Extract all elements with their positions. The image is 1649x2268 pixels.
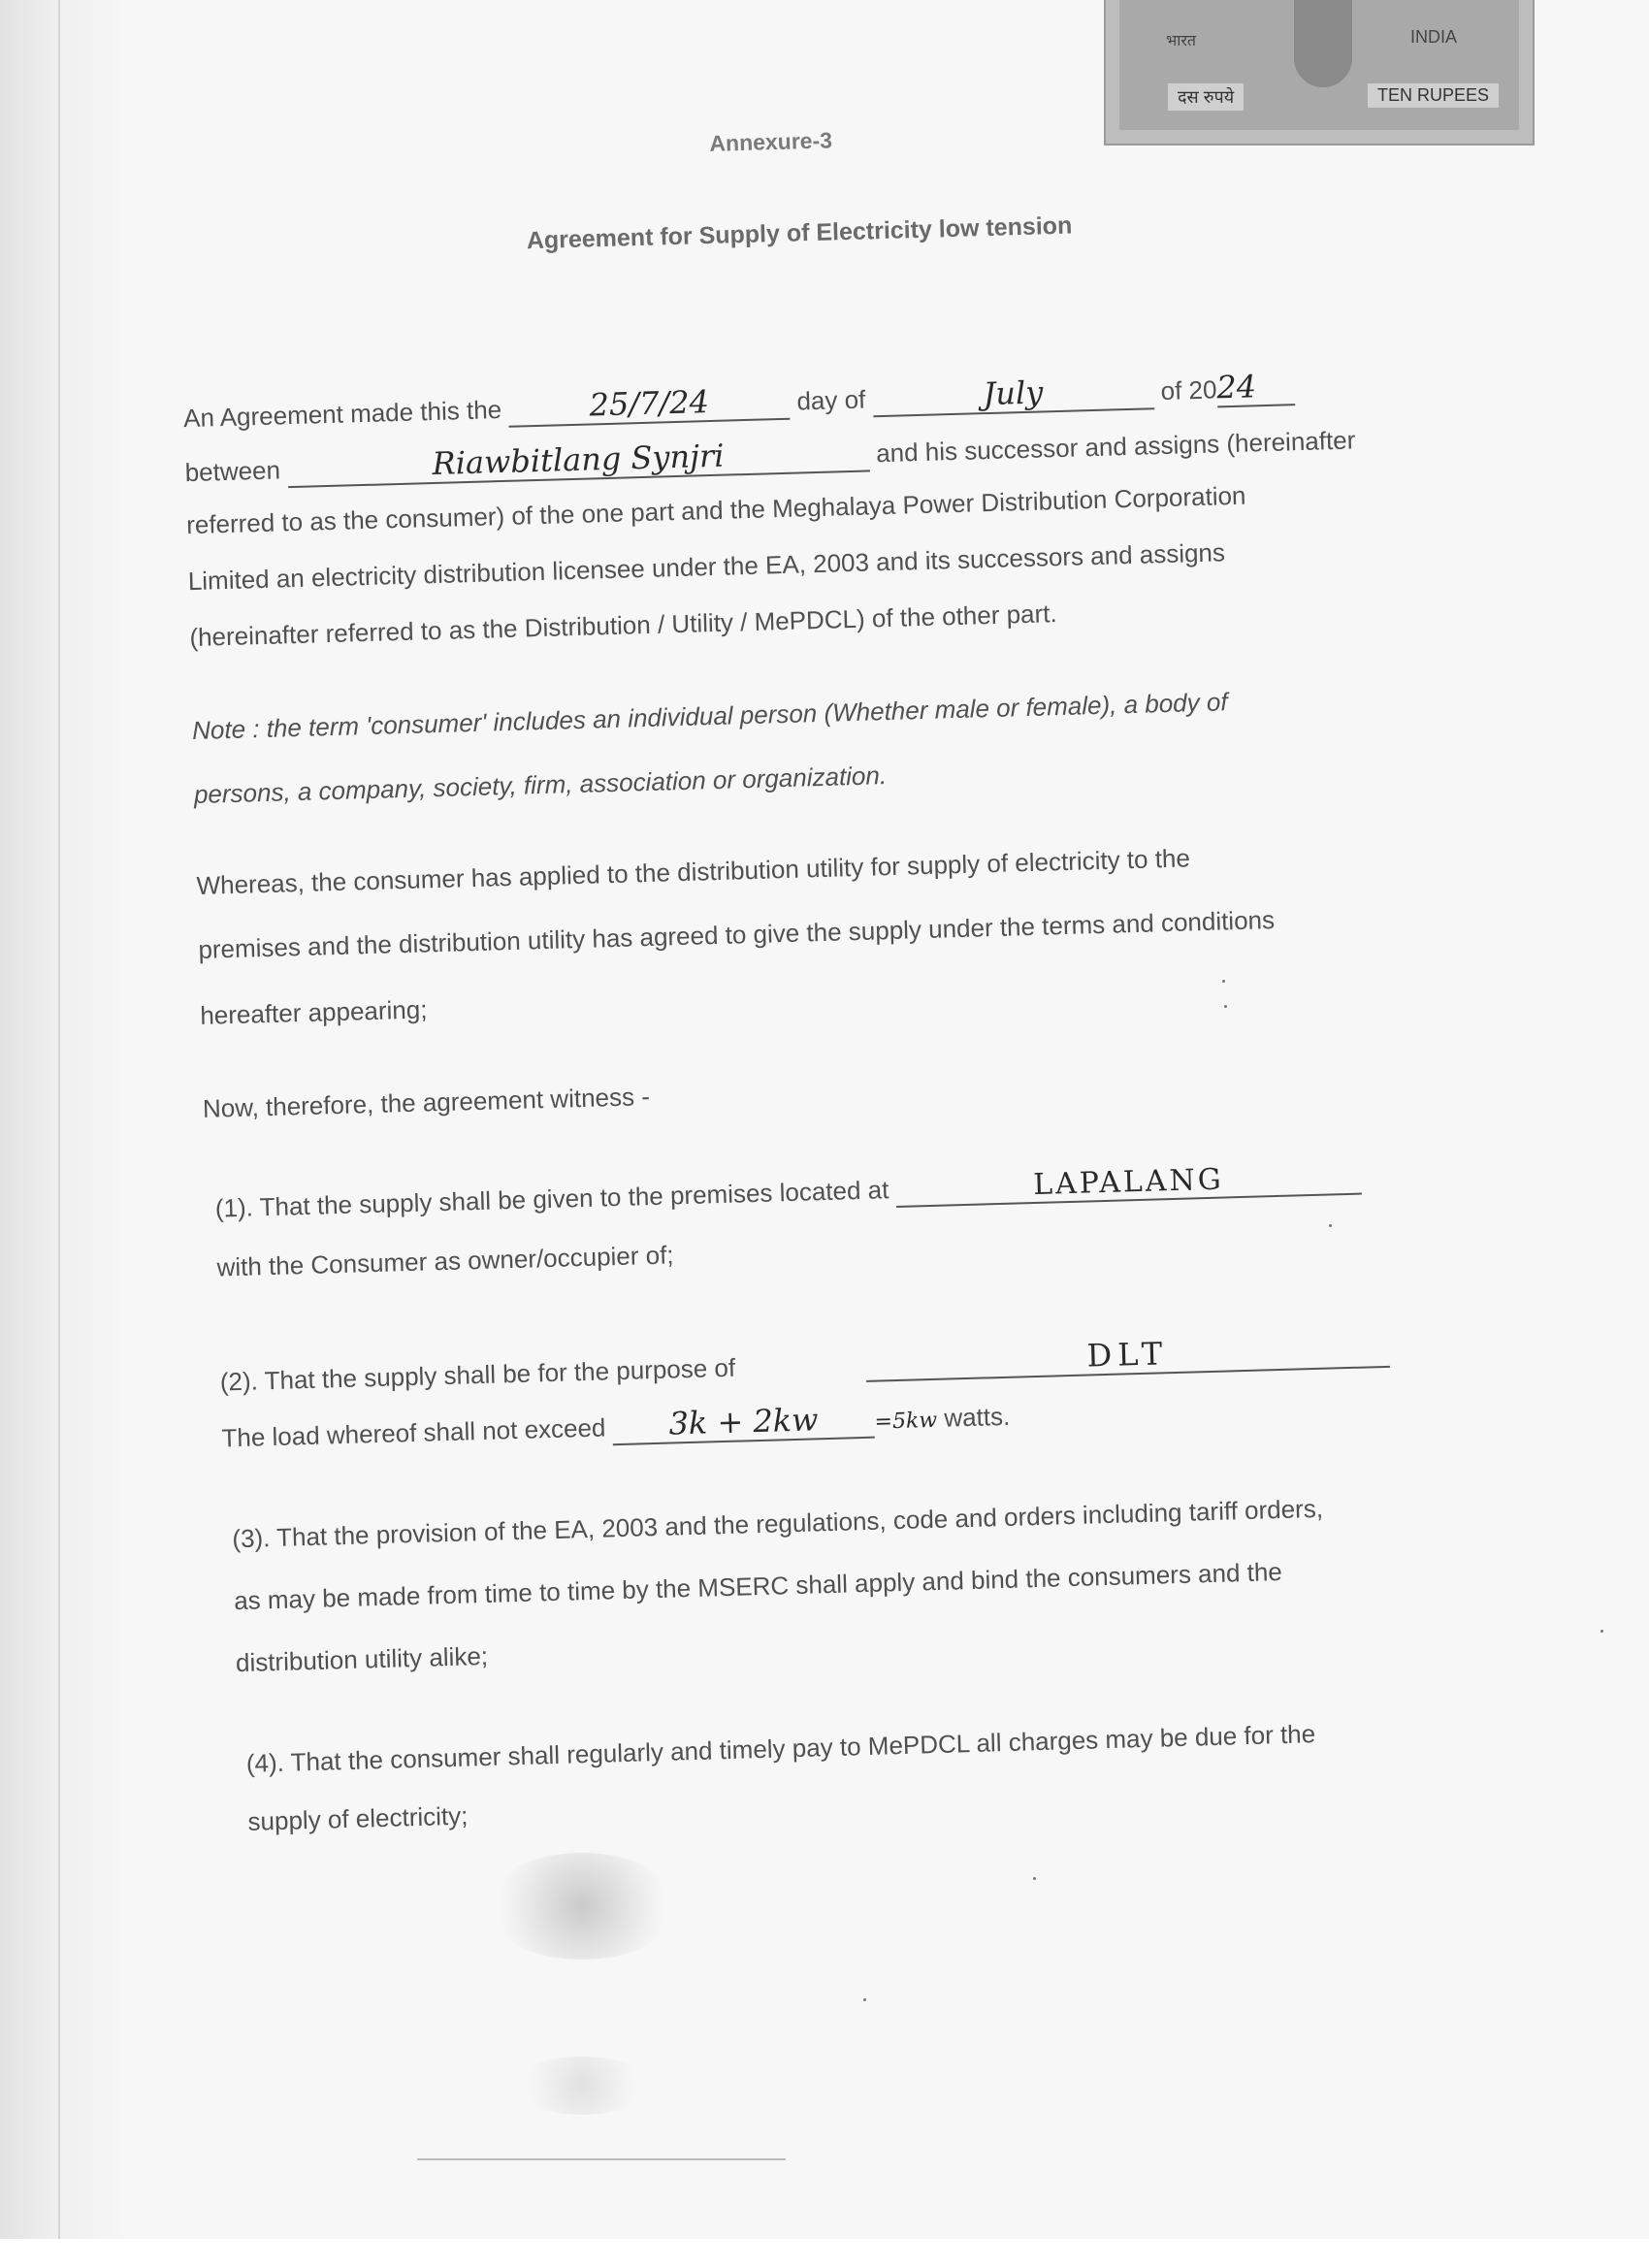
note-line-2: persons, a company, society, firm, association or organization. (193, 761, 888, 810)
scan-speck (1033, 1877, 1036, 1880)
intro-text-c: of 20 (1160, 374, 1217, 406)
scan-smudge (514, 2057, 650, 2115)
clause3-line-1: (3). That the provision of the EA, 2003 and the regulations, code and orders including tariff orders, (231, 1493, 1324, 1554)
scan-speck (1600, 1630, 1603, 1633)
stamp-label-india: INDIA (1410, 27, 1458, 47)
whereas-line-1: Whereas, the consumer has applied to the distribution utility for supply of electricity to the (196, 843, 1191, 900)
clause1-text: (1). That the supply shall be given to the premises located at (214, 1175, 889, 1223)
intro-between: between (184, 455, 281, 488)
stamp-label-hindi: दस रुपये (1168, 83, 1244, 111)
date-handwritten: 25/7/24 (589, 383, 710, 424)
clause4-line-2: supply of electricity; (247, 1800, 469, 1836)
intro-line-3: referred to as the consumer) of the one part and the Meghalaya Power Distribution Corporation (185, 480, 1246, 540)
clause1-line-1 (214, 1159, 1361, 1227)
clause3-line-3: distribution utility alike; (235, 1640, 489, 1678)
purpose-handwritten: DLT (1085, 1335, 1169, 1375)
load-handwritten: 3k + 2kw (667, 1401, 820, 1442)
scan-speck (1222, 980, 1225, 983)
clause2-text: (2). That the supply shall be for the purpose of (219, 1352, 736, 1397)
month-field (872, 371, 1154, 417)
scan-speck (863, 1998, 866, 2001)
purpose-field (865, 1329, 1390, 1382)
whereas-line-2: premises and the distribution utility has agreed to give the supply under the terms and conditions (198, 904, 1276, 964)
clause2-gap (743, 1373, 859, 1376)
intro-text-b: day of (796, 384, 866, 416)
annexure-label: Annexure-3 (709, 127, 833, 156)
clause2-line-1 (219, 1329, 1390, 1401)
witness-line: Now, therefore, the agreement witness - (202, 1082, 651, 1123)
load-total-handwritten: =5kw (874, 1408, 938, 1435)
scan-speck (1224, 1005, 1227, 1008)
clause2-line-2 (221, 1396, 1011, 1457)
intro-text-a: An Agreement made this the (182, 395, 502, 434)
scan-line (417, 2158, 786, 2160)
note-line-1 (192, 687, 1228, 746)
scan-speck (1329, 1224, 1332, 1227)
intro-successor: and his successor and assigns (hereinafter (875, 425, 1356, 469)
whereas-line-3: hereafter appearing; (199, 994, 428, 1030)
clause1-line-2: with the Consumer as owner/occupier of; (216, 1240, 674, 1282)
year-field (1216, 367, 1295, 407)
consumer-name-field (287, 433, 870, 488)
consumer-name-handwritten: Riawbitlang Synjri (432, 437, 726, 483)
clause2-load-text: The load whereof shall not exceed (221, 1412, 606, 1453)
intro-line-5: (hereinafter referred to as the Distribution / Utility / MePDCL) of the other part. (189, 599, 1058, 653)
stamp-label-bharat: भारत (1166, 33, 1197, 49)
clause4-line-1: (4). That the consumer shall regularly and timely pay to MePDCL all charges may be due for the (245, 1719, 1316, 1778)
scan-smudge (485, 1853, 679, 1960)
month-handwritten: July (982, 373, 1044, 413)
clause2-watts: watts. (943, 1401, 1011, 1433)
page-bottom-edge (0, 2239, 1649, 2268)
note-text-1: Note : the term 'consumer' includes an individual person (Whether male or female), a body of (191, 687, 1228, 746)
year-handwritten: 24 (1215, 368, 1257, 406)
date-field (508, 381, 791, 428)
location-handwritten: LAPALANG (1032, 1162, 1225, 1203)
load-field (612, 1400, 875, 1446)
intro-line-4: Limited an electricity distribution licensee under the EA, 2003 and its successors and assigns (187, 537, 1226, 597)
clause3-line-2: as may be made from time to time by the MSERC shall apply and bind the consumers and the (233, 1557, 1283, 1616)
document-title: Agreement for Supply of Electricity low tension (526, 211, 1073, 255)
location-field (895, 1159, 1362, 1208)
stamp-label-english: TEN RUPEES (1368, 83, 1499, 108)
